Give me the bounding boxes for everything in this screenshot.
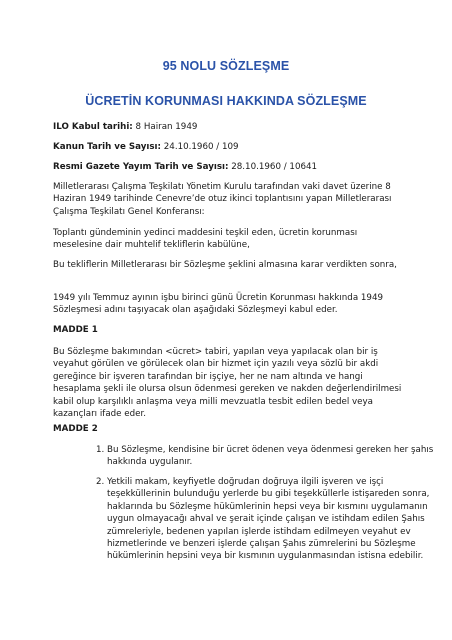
madde-2-list [80, 444, 437, 469]
meta-label: Resmi Gazete Yayım Tarih ve Sayısı: [53, 162, 229, 172]
document-subtitle: ÜCRETİN KORUNMASI HAKKINDA SÖZLEŞME [85, 94, 367, 108]
meta-value: 8 Hairan 1949 [132, 122, 198, 132]
madde-1-text: Bu Sözleşme bakımından <ücret> tabiri, yapılan veya yapılacak olan bir iş veyahut görülen ve görülecek olan bir hizmet için yazılı veya sözlü bir akdi gereğince bir işveren tarafından bir işçiye, her ne nam altında ve hangi hesaplama şekli ile olursa olsun ödenmesi gereken ve nakden değerlendirilmesi kabil olup karşılıklı anlaşma veya milli mevzuatla tesbit edilen bedel veya kazançları ifade eder. [53, 347, 402, 420]
meta-value: 24.10.1960 / 109 [161, 142, 239, 152]
meta-ilo-date [53, 121, 408, 133]
meta-gazette [53, 161, 408, 173]
madde-1-heading: MADDE 1 [53, 325, 98, 335]
paragraph-adoption: 1949 yılı Temmuz ayının işbu birinci günü Ücretin Korunması hakkında 1949 Sözleşmesi adını taşıyacak olan aşağıdaki Sözleşmeyi kabul eder. [53, 293, 384, 316]
list-item: 1. Bu Sözleşme, kendisine bir ücret ödenen veya ödenmesi gereken her şahıs hakkında uygulanır. [107, 444, 437, 469]
madde-2-heading: MADDE 2 [53, 424, 98, 434]
meta-label: Kanun Tarih ve Sayısı: [53, 142, 162, 152]
list-item: 2. Yetkili makam, keyfiyetle doğrudan doğruya ilgili işveren ve işçi teşekküllerinin bulunduğu yerlerde bu gibi teşekküllerle istişareden sonra, haklarında bu Sözleşme hükümlerinin hepsi veya bir kısmını uygulamanın uygun olmayacağı ahval ve şerait içinde çalışan ve istihdam edilen Şahıs zümreleriyle, bedenen yapılan işlerde istihdam edilmeyen veyahut ev hizmetlerinde ve benzeri işlerde çalışan Şahıs zümrelerini bu Sözleşme hükümlerinin hepsini veya bir kısmının uygulanmasından istisna edebilir. [107, 476, 437, 563]
madde-2-list-cont [80, 476, 437, 563]
meta-law-number [53, 141, 408, 153]
paragraph-agenda: Toplantı gündeminin yedinci maddesini teşkil eden, ücretin korunması meselesine dair muhtelif tekliflerin kabülüne, [53, 228, 358, 251]
document-title: 95 NOLU SÖZLEŞME [162, 59, 290, 73]
meta-value: 28.10.1960 / 10641 [228, 162, 318, 172]
meta-label: ILO Kabul tarihi: [53, 122, 133, 132]
paragraph-decision: Bu tekliflerin Milletlerarası bir Sözleşme şeklini almasına karar verdikten sonra, [53, 260, 397, 270]
paragraph-preamble: Milletlerarası Çalışma Teşkilatı Yönetim Kurulu tarafından vaki davet üzerine 8 Haziran 1949 tarihinde Cenevre’de otuz ikinci toplantısını yapan Milletlerarası Çalışma Teşkilatı Genel Konferansı: [53, 182, 392, 217]
